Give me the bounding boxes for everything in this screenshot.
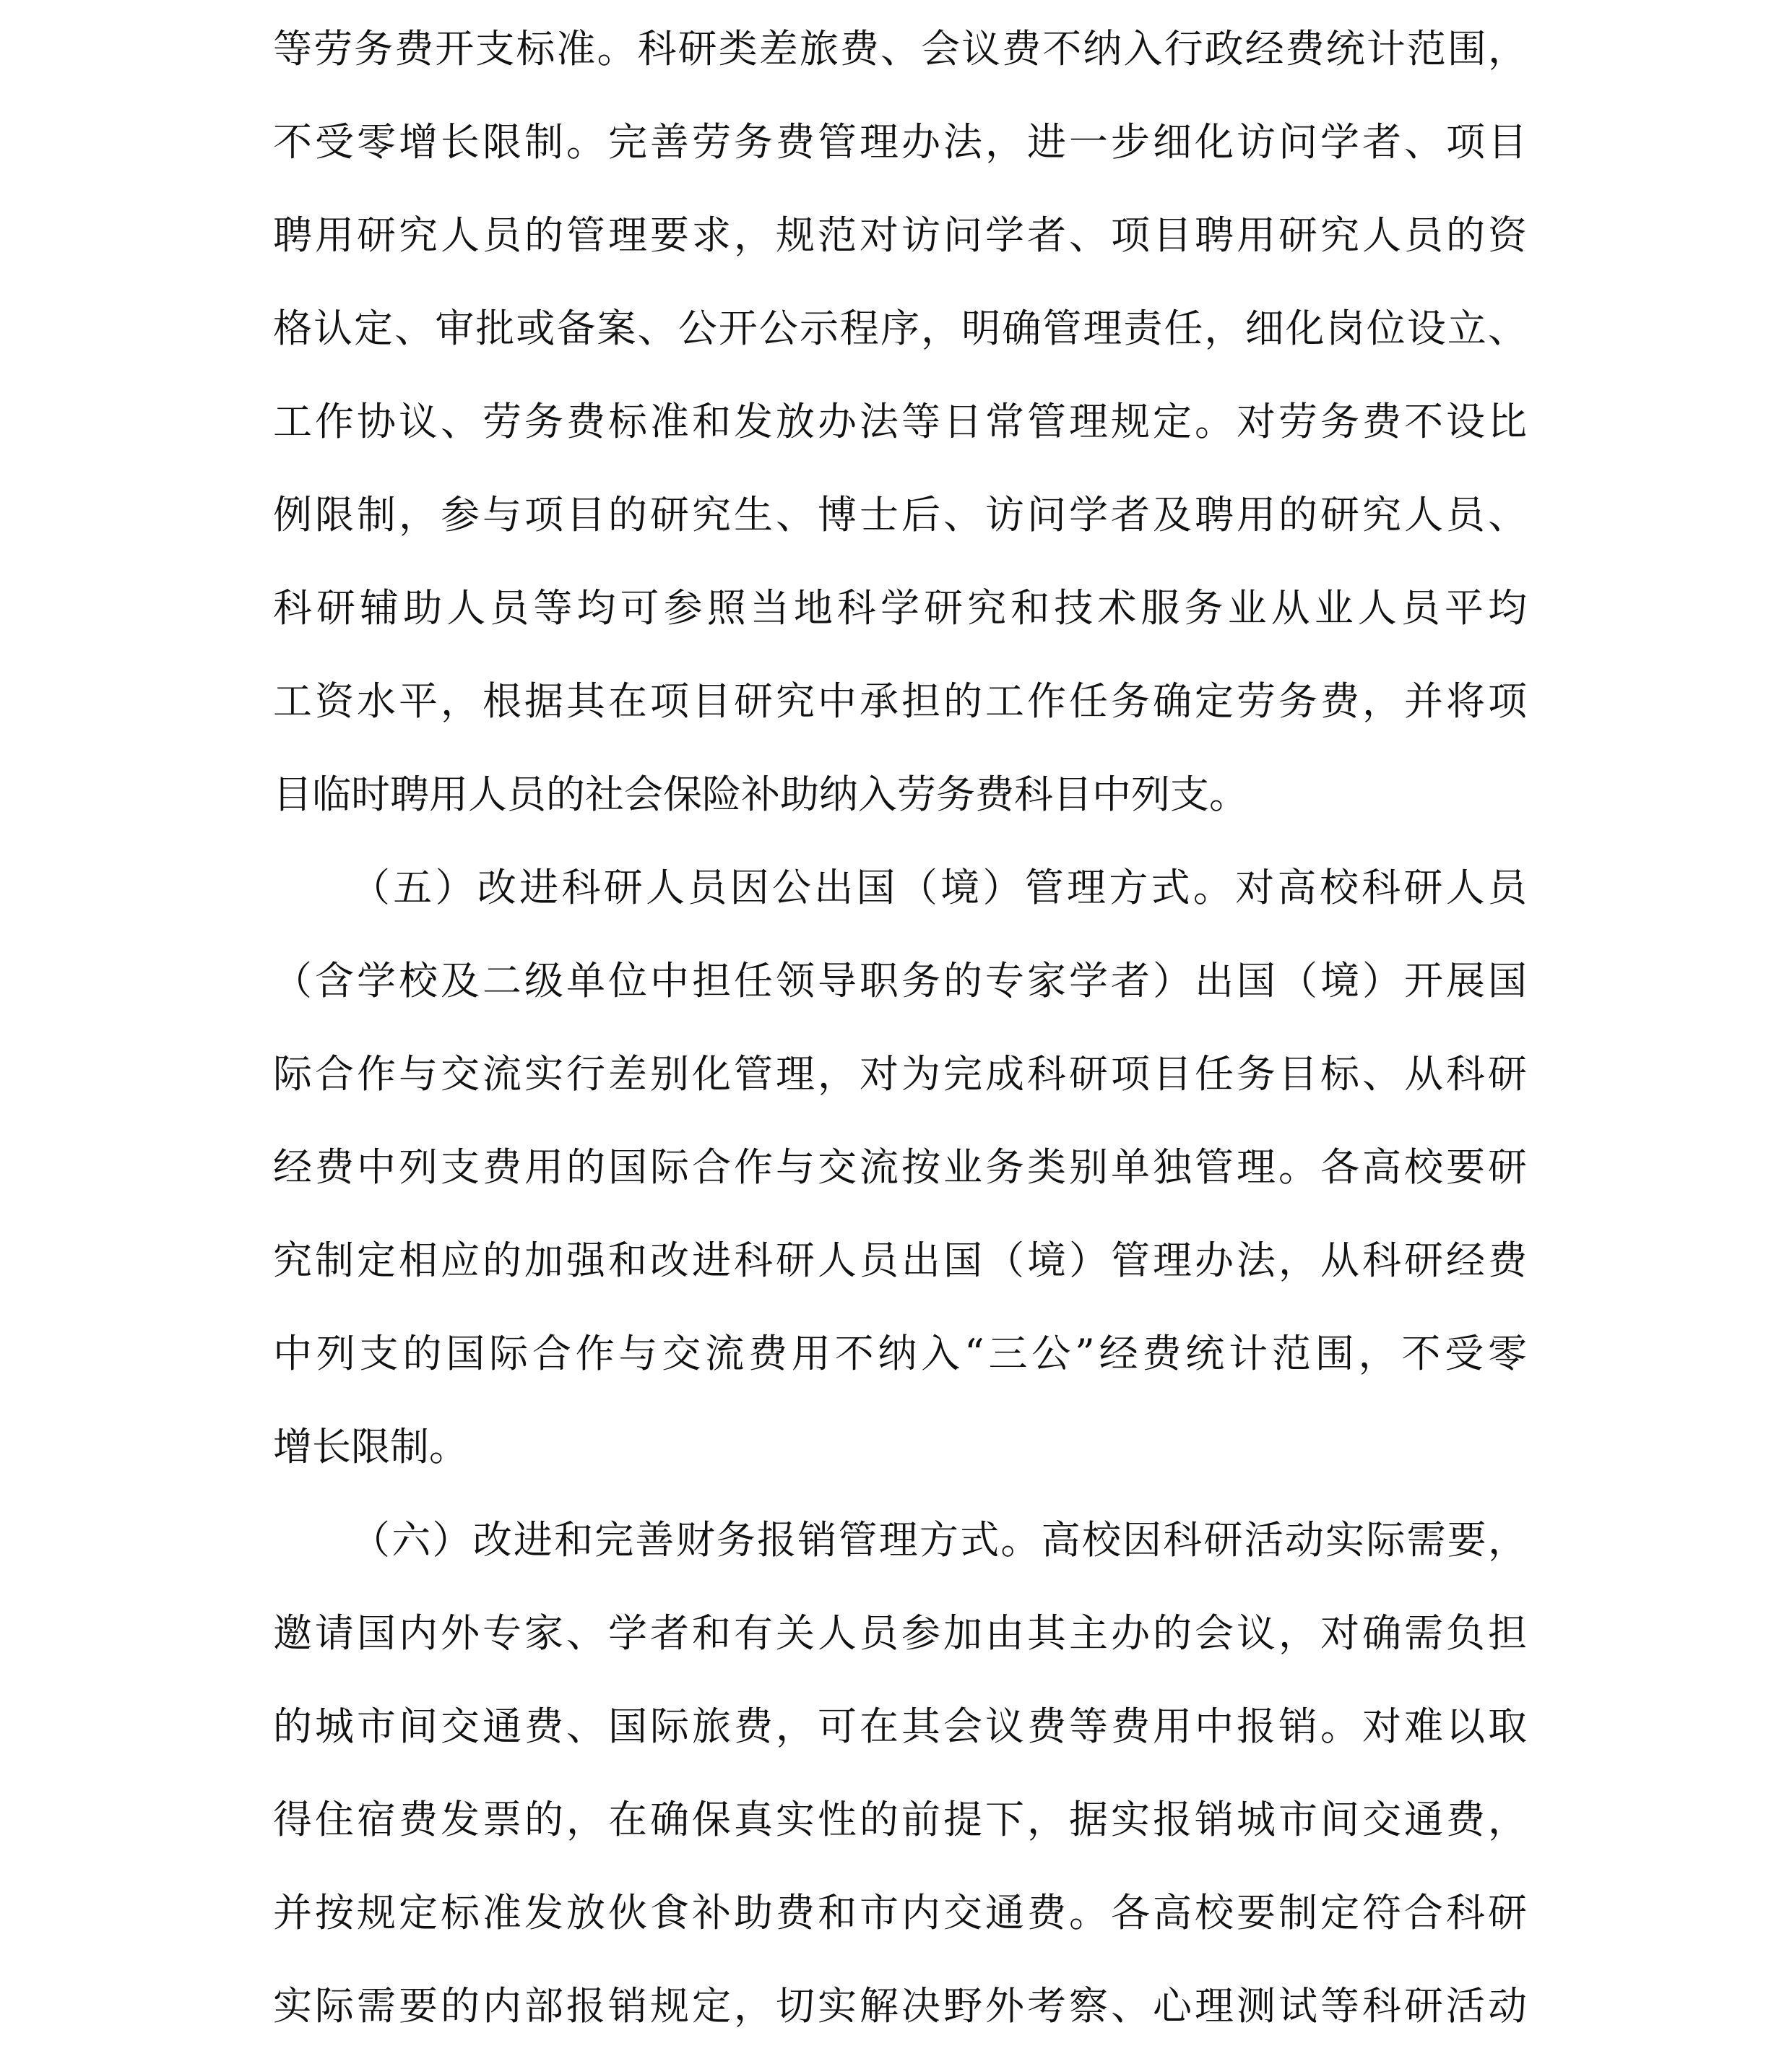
text-line: 增长限制。 <box>273 1424 468 1469</box>
text-line: 目临时聘用人员的社会保险补助纳入劳务费科目中列支。 <box>273 772 1248 817</box>
text-line: 经费中列支费用的国际合作与交流按业务类别单独管理。各高校要研 <box>273 1144 1527 1190</box>
text-line: 不受零增长限制。完善劳务费管理办法，进一步细化访问学者、项目 <box>273 119 1527 165</box>
text-line: 并按规定标准发放伙食补助费和市内交通费。各高校要制定符合科研 <box>273 1890 1527 1935</box>
text-line: 工作协议、劳务费标准和发放办法等日常管理规定。对劳务费不设比 <box>273 399 1527 444</box>
section-heading-5: （五）改进科研人员因公出国（境）管理方式。对高校科研人员 <box>351 865 1527 910</box>
text-line: 实际需要的内部报销规定，切实解决野外考察、心理测试等科研活动 <box>273 1983 1527 2029</box>
text-line: 工资水平，根据其在项目研究中承担的工作任务确定劳务费，并将项 <box>273 678 1527 724</box>
text-line: 中列支的国际合作与交流费用不纳入“三公”经费统计范围，不受零 <box>273 1331 1527 1376</box>
text-line: 等劳务费开支标准。科研类差旅费、会议费不纳入行政经费统计范围， <box>273 26 1527 72</box>
text-line: 际合作与交流实行差别化管理，对为完成科研项目任务目标、从科研 <box>273 1051 1527 1097</box>
text-line: 邀请国内外专家、学者和有关人员参加由其主办的会议，对确需负担 <box>273 1610 1527 1656</box>
text-line: 格认定、审批或备案、公开公示程序，明确管理责任，细化岗位设立、 <box>273 306 1527 351</box>
text-line: 科研辅助人员等均可参照当地科学研究和技术服务业从业人员平均 <box>273 585 1527 631</box>
text-line: （含学校及二级单位中担任领导职务的专家学者）出国（境）开展国 <box>273 958 1527 1003</box>
text-line: 得住宿费发票的，在确保真实性的前提下，据实报销城市间交通费， <box>273 1797 1527 1842</box>
text-line: 究制定相应的加强和改进科研人员出国（境）管理办法，从科研经费 <box>273 1238 1527 1283</box>
text-line: 聘用研究人员的管理要求，规范对访问学者、项目聘用研究人员的资 <box>273 212 1527 258</box>
text-line: 的城市间交通费、国际旅费，可在其会议费等费用中报销。对难以取 <box>273 1704 1527 1749</box>
section-heading-6: （六）改进和完善财务报销管理方式。高校因科研活动实际需要， <box>351 1517 1527 1563</box>
text-line: 例限制，参与项目的研究生、博士后、访问学者及聘用的研究人员、 <box>273 492 1527 538</box>
